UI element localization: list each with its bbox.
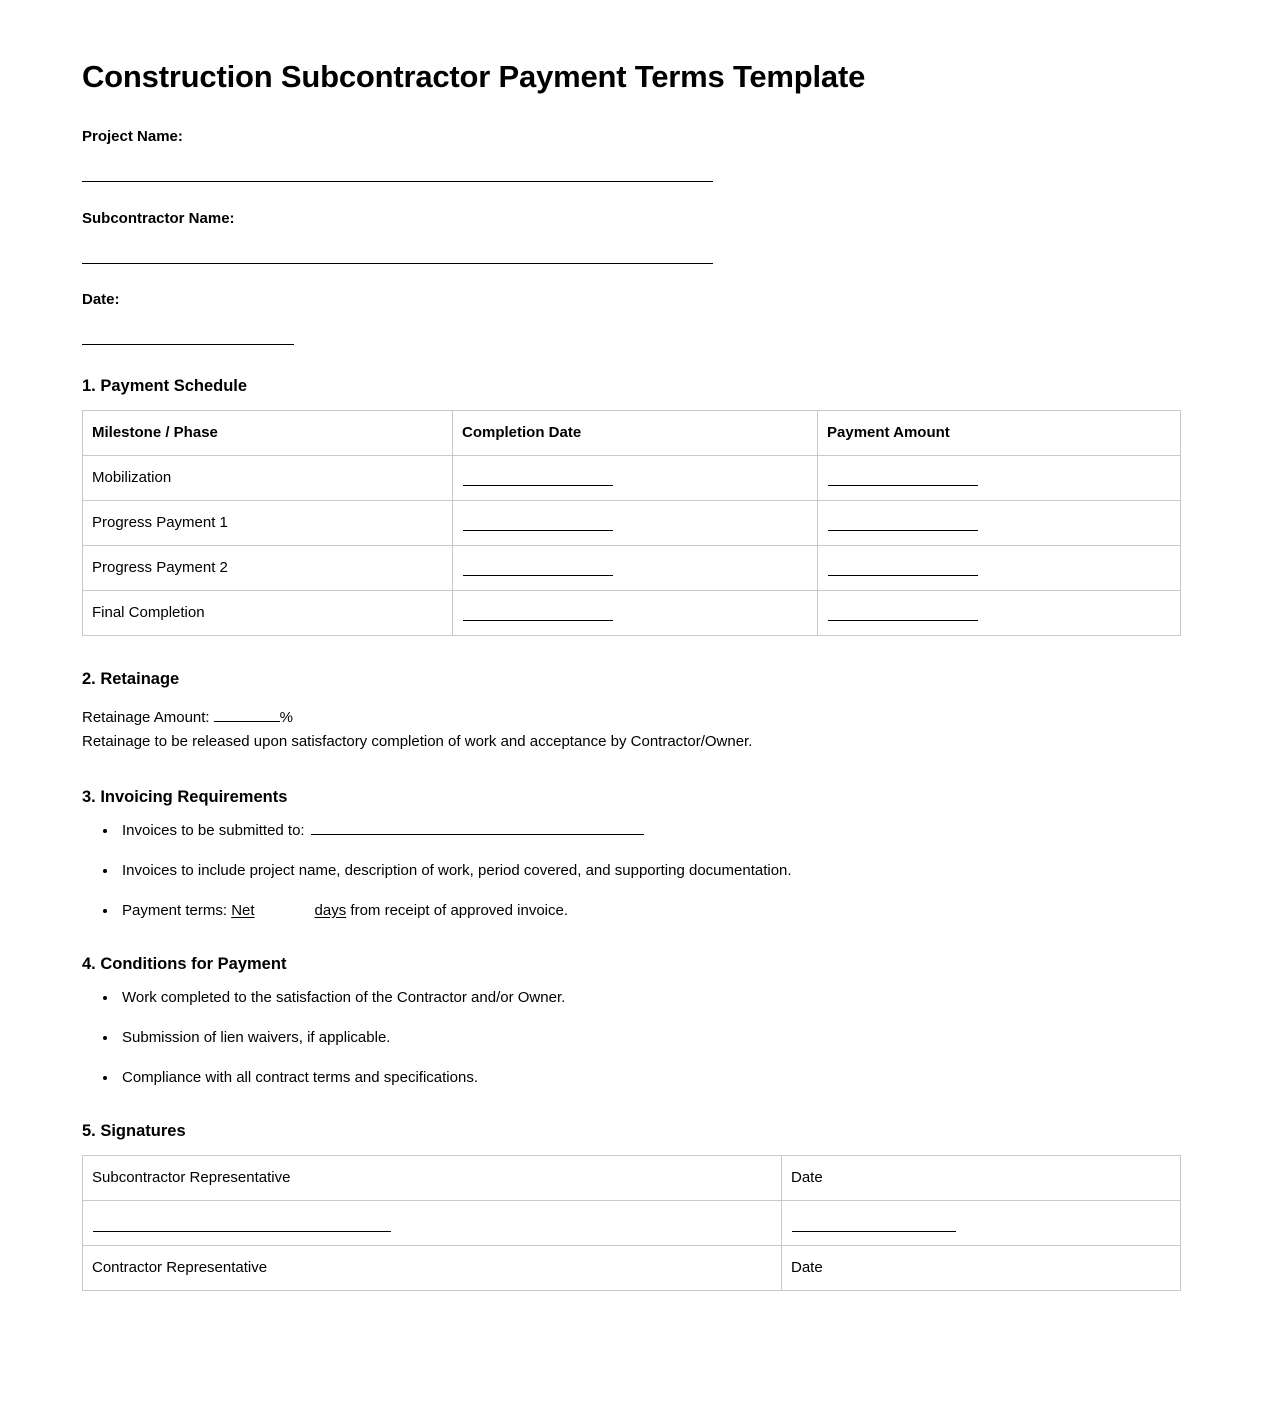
table-row	[83, 501, 1181, 546]
table-row	[83, 591, 1181, 636]
retainage-amount-line	[82, 690, 1180, 730]
list-item: • Submission of lien waivers, if applicable.	[118, 1028, 1180, 1048]
section-heading-signatures: 5. Signatures	[82, 1122, 186, 1140]
table-row	[83, 1201, 1181, 1246]
table-row	[83, 1156, 1181, 1201]
cell-milestone: Final Completion	[83, 591, 453, 636]
field-project-name	[82, 98, 1180, 182]
payment-terms-suffix: from receipt of approved invoice.	[350, 902, 569, 919]
document-body	[82, 0, 1180, 1291]
invoice-submit-label: Invoices to be submitted to:	[122, 822, 305, 839]
cell-completion-date[interactable]	[453, 501, 818, 546]
cell-milestone: Progress Payment 1	[83, 501, 453, 546]
table-header-row	[83, 411, 1181, 456]
invoicing-requirements-list	[82, 808, 1180, 921]
list-item	[118, 901, 1180, 921]
net-label: Net	[231, 902, 255, 919]
completion-date-input-rule[interactable]	[463, 620, 613, 621]
completion-date-input-rule[interactable]	[463, 485, 613, 486]
cell-completion-date[interactable]	[453, 546, 818, 591]
payment-schedule-table	[82, 410, 1181, 636]
retainage-amount-suffix: %	[279, 709, 293, 726]
section-heading-conditions-for-payment: 4. Conditions for Payment	[82, 955, 287, 973]
days-label: days	[314, 902, 347, 919]
column-header-payment-amount: Payment Amount	[818, 411, 1181, 456]
list-item: • Work completed to the satisfaction of the Contractor and/or Owner.	[118, 988, 1180, 1008]
field-project-name-label: Project Name:	[82, 128, 183, 145]
table-row	[83, 456, 1181, 501]
cell-completion-date[interactable]	[453, 591, 818, 636]
column-header-milestone: Milestone / Phase	[83, 411, 453, 456]
list-item	[118, 821, 1180, 841]
cell-date-label-subcontractor: Date	[782, 1156, 1181, 1201]
payment-amount-input-rule[interactable]	[828, 530, 978, 531]
field-subcontractor-name-label: Subcontractor Name:	[82, 210, 235, 227]
subcontractor-date-rule[interactable]	[792, 1231, 956, 1232]
section-heading-invoicing-requirements: 3. Invoicing Requirements	[82, 788, 288, 806]
cell-date-label-contractor: Date	[782, 1246, 1181, 1291]
invoice-submit-input-rule[interactable]	[311, 821, 644, 835]
retainage-note: Retainage to be released upon satisfactory completion of work and acceptance by Contractor/Owner.	[82, 733, 753, 750]
list-item: • Compliance with all contract terms and specifications.	[118, 1068, 1180, 1088]
cell-payment-amount[interactable]	[818, 546, 1181, 591]
column-header-completion-date: Completion Date	[453, 411, 818, 456]
section-heading-payment-schedule: 1. Payment Schedule	[82, 377, 248, 395]
net-days-gap[interactable]	[255, 901, 315, 921]
cell-subcontractor-date[interactable]	[782, 1201, 1181, 1246]
cell-payment-amount[interactable]	[818, 501, 1181, 546]
field-subcontractor-name	[82, 182, 1180, 264]
retainage-amount-input-rule[interactable]	[214, 708, 280, 722]
payment-terms-net-blank[interactable]	[231, 902, 346, 919]
payment-amount-input-rule[interactable]	[828, 485, 978, 486]
field-date-label: Date:	[82, 291, 120, 308]
completion-date-input-rule[interactable]	[463, 530, 613, 531]
cell-payment-amount[interactable]	[818, 456, 1181, 501]
page-bottom-clip	[0, 1300, 1263, 1414]
conditions-for-payment-list	[82, 975, 1180, 1088]
cell-subcontractor-representative-label: Subcontractor Representative	[83, 1156, 782, 1201]
subcontractor-signature-rule[interactable]	[93, 1231, 391, 1232]
page-title: Construction Subcontractor Payment Terms Template	[82, 59, 866, 94]
cell-milestone: Progress Payment 2	[83, 546, 453, 591]
cell-payment-amount[interactable]	[818, 591, 1181, 636]
section-heading-retainage: 2. Retainage	[82, 670, 180, 688]
field-date	[82, 264, 1180, 345]
payment-amount-input-rule[interactable]	[828, 575, 978, 576]
retainage-amount-label: Retainage Amount:	[82, 709, 210, 726]
signatures-table	[82, 1155, 1181, 1291]
payment-terms-label: Payment terms:	[122, 902, 228, 919]
completion-date-input-rule[interactable]	[463, 575, 613, 576]
table-row	[83, 1246, 1181, 1291]
cell-milestone: Mobilization	[83, 456, 453, 501]
payment-amount-input-rule[interactable]	[828, 620, 978, 621]
cell-completion-date[interactable]	[453, 456, 818, 501]
invoice-contents-text: Invoices to include project name, description of work, period covered, and supporting documentation.	[122, 862, 792, 879]
cell-subcontractor-signature[interactable]	[83, 1201, 782, 1246]
table-row	[83, 546, 1181, 591]
cell-contractor-representative-label: Contractor Representative	[83, 1246, 782, 1291]
list-item	[118, 861, 1180, 881]
